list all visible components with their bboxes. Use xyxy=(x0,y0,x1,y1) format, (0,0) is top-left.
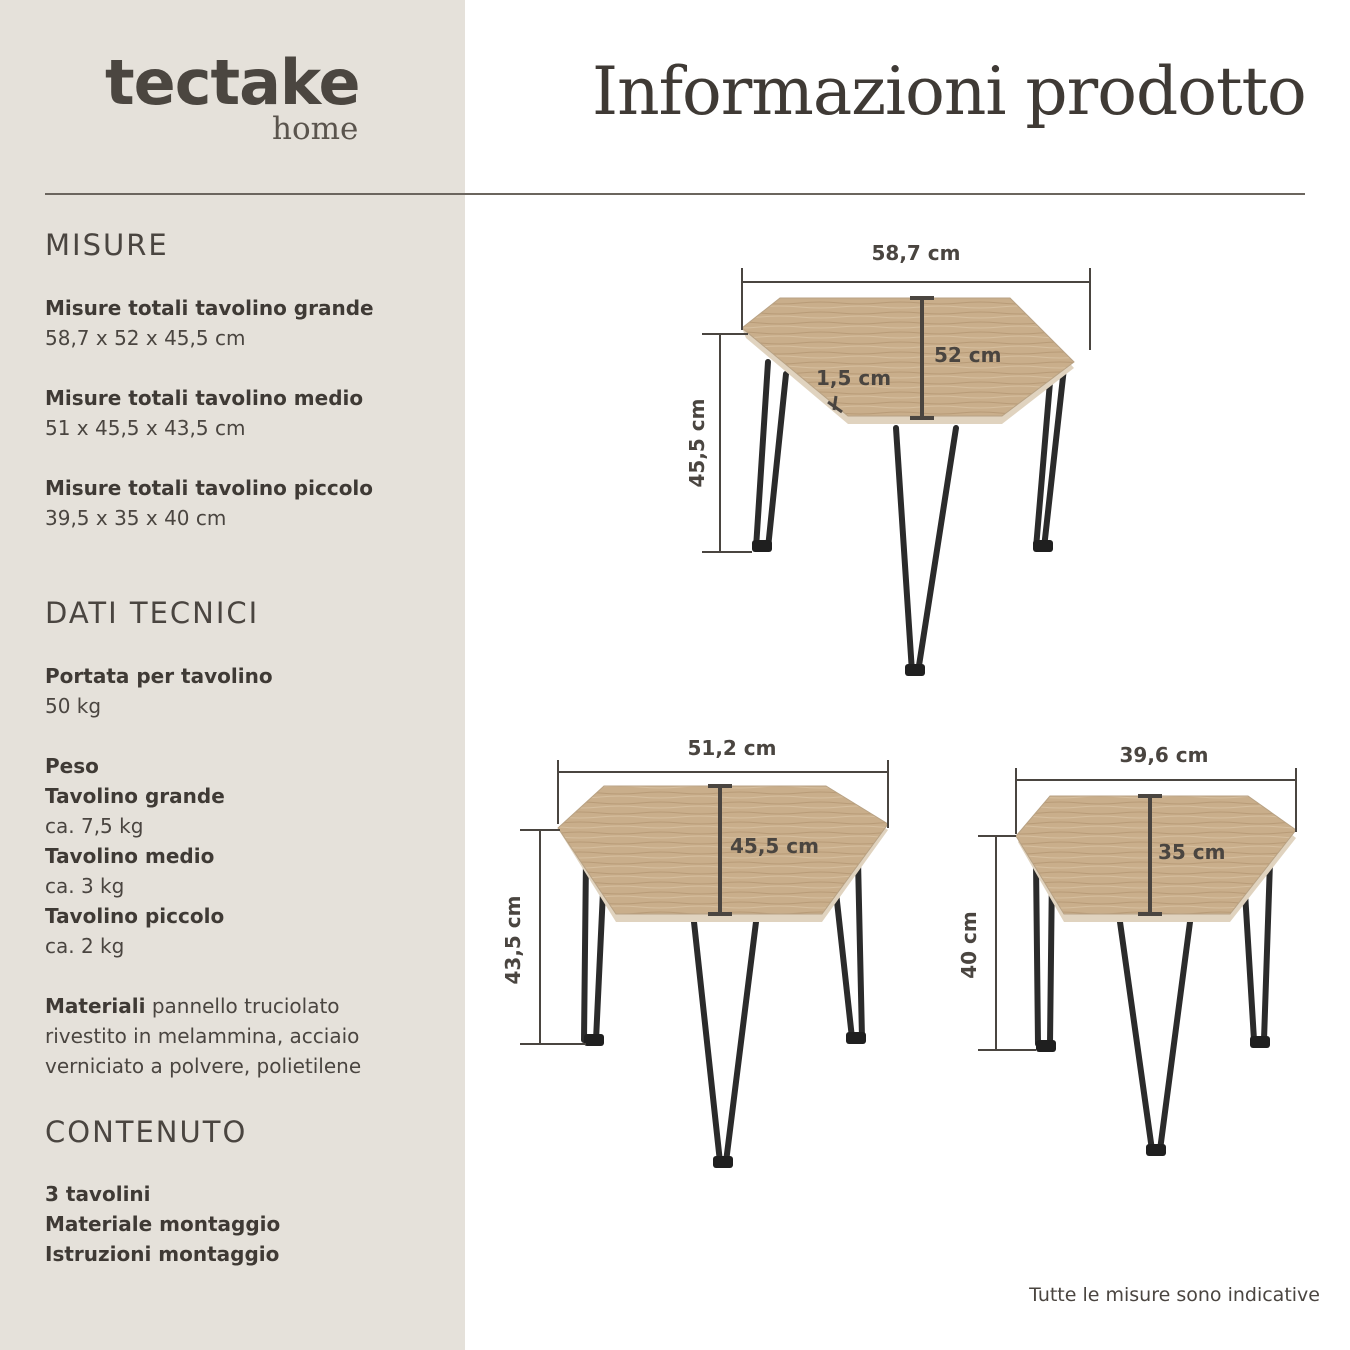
brand-sub: home xyxy=(272,111,359,147)
spec-value: ca. 7,5 kg xyxy=(45,814,144,838)
table-small xyxy=(1016,796,1296,1156)
spec-value: ca. 2 kg xyxy=(45,934,125,958)
dim-small-depth: 35 cm xyxy=(1158,840,1226,864)
spec-label: Tavolino piccolo xyxy=(45,904,225,928)
list-item: Istruzioni montaggio xyxy=(45,1242,280,1266)
spec-value: 51 x 45,5 x 43,5 cm xyxy=(45,416,246,440)
dim-medium-width: 51,2 cm xyxy=(687,736,777,760)
spec-value: pannello truciolato xyxy=(151,994,340,1018)
spec-value: 50 kg xyxy=(45,694,102,718)
spec-label: Tavolino medio xyxy=(45,844,215,868)
brand-logo: tectake xyxy=(105,46,360,119)
spec-value: rivestito in melammina, acciaio xyxy=(45,1024,360,1048)
footnote: Tutte le misure sono indicative xyxy=(1029,1284,1320,1306)
dim-small-height: 40 cm xyxy=(957,911,981,979)
spec-label: Peso xyxy=(45,754,99,778)
spec-label: Tavolino grande xyxy=(45,784,225,808)
dim-large-thickness: 1,5 cm xyxy=(816,366,892,390)
table-large xyxy=(742,298,1074,676)
spec-label: Misure totali tavolino piccolo xyxy=(45,476,374,500)
section-heading-dati: DATI TECNICI xyxy=(45,596,260,630)
spec-value: verniciato a polvere, polietilene xyxy=(45,1054,362,1078)
dim-medium-depth: 45,5 cm xyxy=(730,834,820,858)
dim-large-depth: 52 cm xyxy=(934,343,1002,367)
section-heading-contenuto: CONTENUTO xyxy=(45,1115,248,1149)
spec-label: Portata per tavolino xyxy=(45,664,273,688)
dim-large-height: 45,5 cm xyxy=(685,398,709,488)
spec-label: Materiali xyxy=(45,994,146,1018)
dim-small-width: 39,6 cm xyxy=(1119,743,1209,767)
list-item: 3 tavolini xyxy=(45,1182,151,1206)
dim-large-width: 58,7 cm xyxy=(871,241,961,265)
spec-value: 58,7 x 52 x 45,5 cm xyxy=(45,326,246,350)
page-title: Informazioni prodotto xyxy=(592,53,1306,130)
list-item: Materiale montaggio xyxy=(45,1212,281,1236)
spec-value: ca. 3 kg xyxy=(45,874,125,898)
table-medium xyxy=(558,786,888,1168)
spec-value: 39,5 x 35 x 40 cm xyxy=(45,506,227,530)
spec-label: Misure totali tavolino medio xyxy=(45,386,364,410)
dim-medium-height: 43,5 cm xyxy=(501,895,525,985)
section-heading-misure: MISURE xyxy=(45,228,169,262)
spec-label: Misure totali tavolino grande xyxy=(45,296,374,320)
